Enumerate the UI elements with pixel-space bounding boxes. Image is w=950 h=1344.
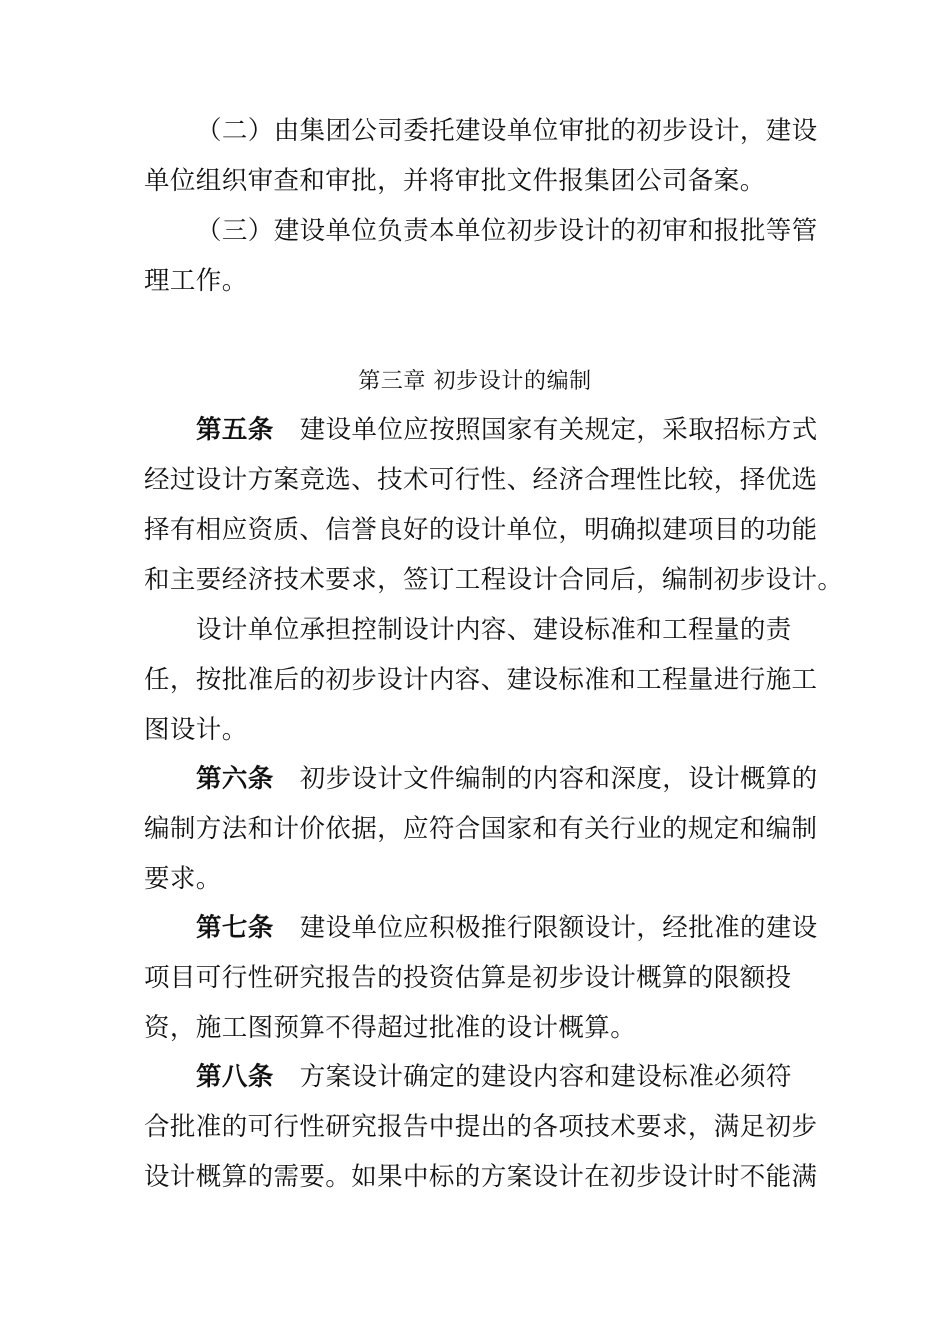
- article-label: 第五条: [196, 415, 274, 445]
- chapter-heading: 第三章 初步设计的编制: [358, 369, 592, 394]
- paragraph-line: （二）由集团公司委托建设单位审批的初步设计，建设: [196, 116, 818, 146]
- paragraph-line: 设计单位承担控制设计内容、建设标准和工程量的责: [196, 615, 792, 645]
- paragraph-line: 项目可行性研究报告的投资估算是初步设计概算的限额投: [144, 963, 792, 993]
- paragraph-line: 要求。: [144, 864, 222, 894]
- paragraph-line: 单位组织审查和审批，并将审批文件报集团公司备案。: [144, 166, 766, 196]
- paragraph-line: 设计概算的需要。如果中标的方案设计在初步设计时不能满: [144, 1162, 818, 1192]
- article-label: 第七条: [196, 913, 274, 943]
- article-first-line: [196, 414, 818, 446]
- paragraph-line: 任，按批准后的初步设计内容、建设标准和工程量进行施工: [144, 665, 818, 695]
- paragraph-line: 合批准的可行性研究报告中提出的各项技术要求，满足初步: [144, 1112, 818, 1142]
- article-label: 第八条: [196, 1062, 274, 1092]
- paragraph-line: 择有相应资质、信誉良好的设计单位，明确拟建项目的功能: [144, 515, 818, 545]
- article-text: 初步设计文件编制的内容和深度，设计概算的: [299, 764, 818, 794]
- paragraph-line: 理工作。: [144, 266, 248, 296]
- paragraph-line: 和主要经济技术要求，签订工程设计合同后，编制初步设计。: [144, 565, 844, 595]
- article-text: 建设单位应积极推行限额设计，经批准的建设: [299, 913, 818, 943]
- article-text: 方案设计确定的建设内容和建设标准必须符: [299, 1062, 792, 1092]
- paragraph-line: 编制方法和计价依据，应符合国家和有关行业的规定和编制: [144, 814, 818, 844]
- paragraph-line: 图设计。: [144, 715, 248, 745]
- article-first-line: [196, 912, 818, 944]
- article-first-line: [196, 1061, 792, 1093]
- article-text: 建设单位应按照国家有关规定，采取招标方式: [299, 415, 818, 445]
- article-first-line: [196, 763, 818, 795]
- paragraph-line: （三）建设单位负责本单位初步设计的初审和报批等管: [196, 216, 818, 246]
- paragraph-line: 资，施工图预算不得超过批准的设计概算。: [144, 1013, 637, 1043]
- paragraph-line: 经过设计方案竞选、技术可行性、经济合理性比较，择优选: [144, 465, 818, 495]
- article-label: 第六条: [196, 764, 274, 794]
